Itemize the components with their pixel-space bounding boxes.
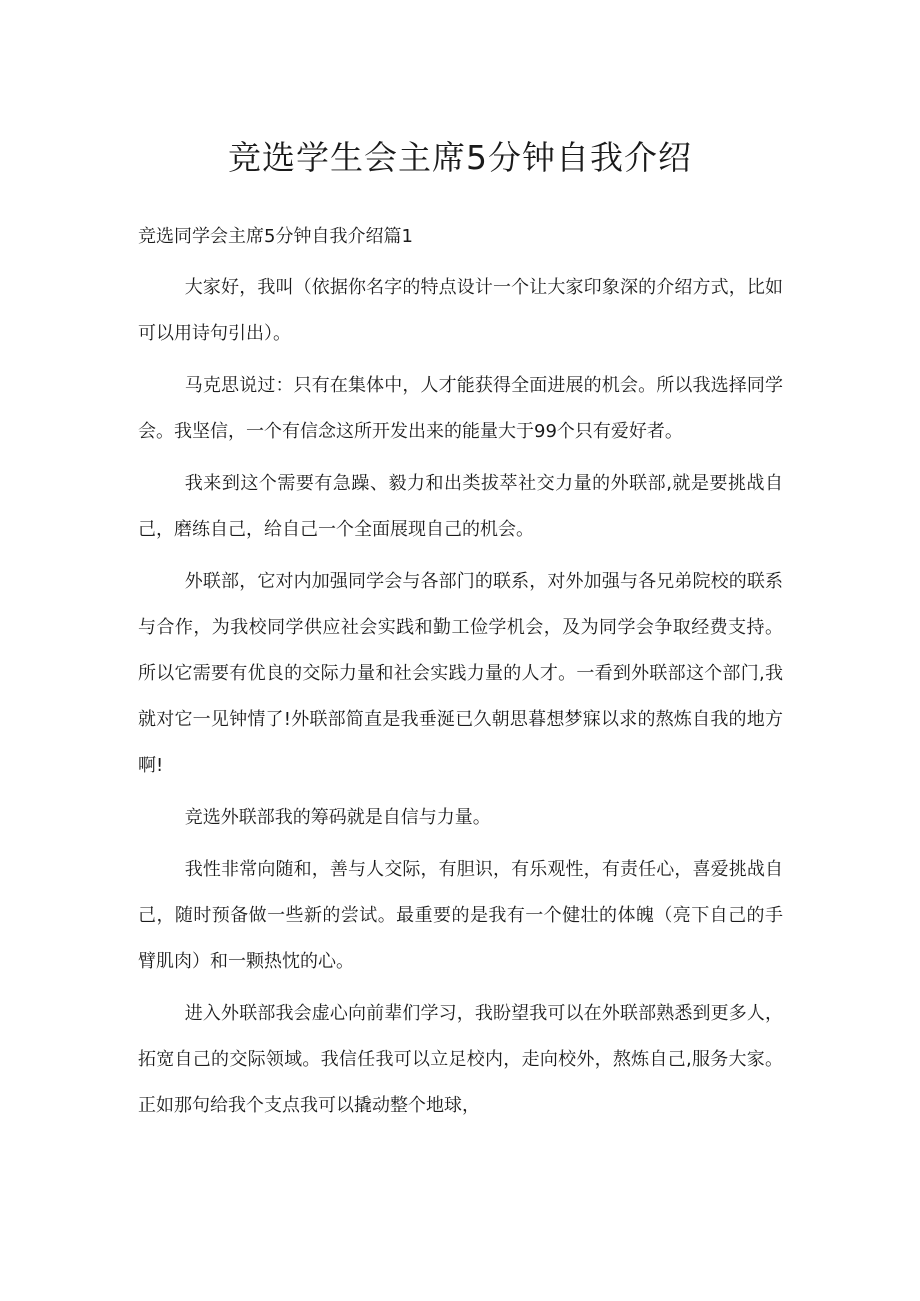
paragraph-greeting: 大家好，我叫（依据你名字的特点设计一个让大家印象深的介绍方式，比如可以用诗句引出）。 (138, 277, 783, 344)
paragraph-marx-quote: 马克思说过：只有在集体中，人才能获得全面进展的机会。所以我选择同学会。我坚信，一个有信念这所开发出来的能量大于99个只有爱好者。 (138, 375, 783, 442)
document-body (138, 222, 783, 1129)
paragraph-strengths-intro: 竞选外联部我的筹码就是自信与力量。 (184, 807, 491, 828)
paragraph-personality: 我性非常向随和，善与人交际，有胆识，有乐观性，有责任心，喜爱挑战自己，随时预备做一些新的尝试。最重要的是我有一个健壮的体魄（亮下自己的手臂肌肉）和一颗热忱的心。 (138, 859, 783, 972)
paragraph-join-reason: 我来到这个需要有急躁、毅力和出类拔萃社交力量的外联部,就是要挑战自己，磨练自己，给自己一个全面展现自己的机会。 (138, 473, 783, 540)
document-title: 竞选学生会主席5分钟自我介绍 (228, 138, 692, 177)
paragraph-plans: 进入外联部我会虚心向前辈们学习，我盼望我可以在外联部熟悉到更多人，拓宽自己的交际领域。我信任我可以立足校内，走向校外，熬炼自己,服务大家。正如那句给我个支点我可以撬动整个地球， (138, 1003, 783, 1116)
paragraph-department-role: 外联部，它对内加强同学会与各部门的联系，对外加强与各兄弟院校的联系与合作，为我校同学供应社会实践和勤工俭学机会，及为同学会争取经费支持。所以它需要有优良的交际力量和社会实践力量的人才。一看到外联部这个部门,我就对它一见钟情了!外联部简直是我垂涎已久朝思暮想梦寐以求的熬炼自我的地方啊! (138, 571, 783, 776)
section-heading: 竞选同学会主席5分钟自我介绍篇1 (138, 226, 413, 247)
